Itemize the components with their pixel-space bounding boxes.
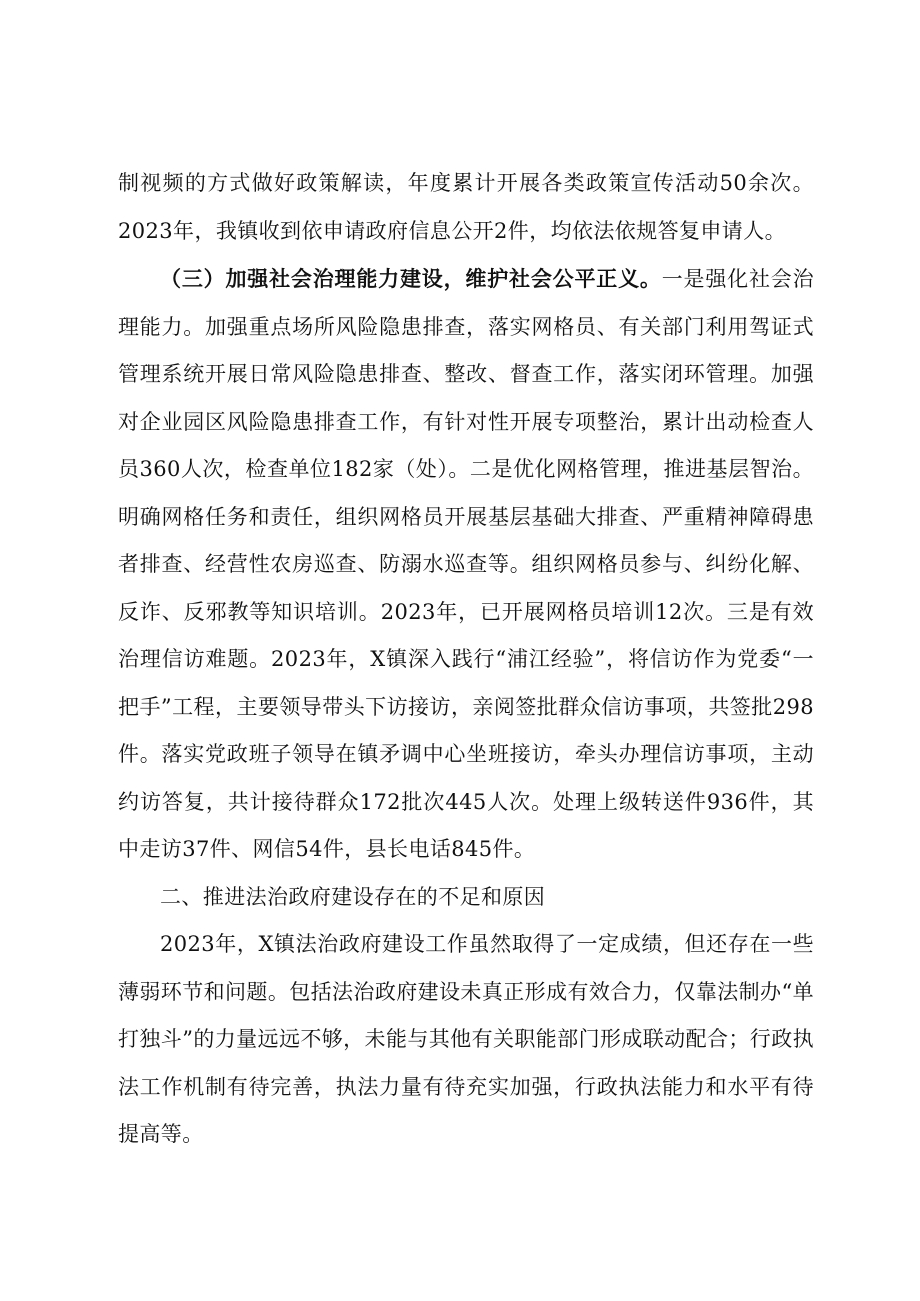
paragraph-text: 制视频的方式做好政策解读，年度累计开展各类政策宣传活动50余次。2023年，我镇收到依申请政府信息公开2件，均依法依规答复申请人。 [118, 171, 814, 243]
paragraph-lead-heading: （三）加强社会治理能力建设，维护社会公平正义。 [160, 266, 662, 291]
paragraph-text: 一是强化社会治理能力。加强重点场所风险隐患排查，落实网格员、有关部门利用驾证式管理系统开展日常风险隐患排查、整改、督查工作，落实闭环管理。加强对企业园区风险隐患排查工作，有针对性开展专项整治，累计出动检查人员360人次，检查单位182家（处）。二是优化网格管理，推进基层智治。明确网格任务和责任，组织网格员开展基层基础大排查、严重精神障碍患者排查、经营性农房巡查、防溺水巡查等。组织网格员参与、纠纷化解、反诈、反邪教等知识培训。2023年，已开展网格员培训12次。三是有效治理信访难题。2023年，X镇深入践行“浦江经验”，将信访作为党委“一把手”工程，主要领导带头下访接访，亲阅签批群众信访事项，共签批298件。落实党政班子领导在镇矛调中心坐班接访，牵头办理信访事项，主动约访答复，共计接待群众172批次445人次。处理上级转送件936件，其中走访37件、网信54件，县长电话845件。 [118, 267, 814, 861]
document-body [118, 160, 814, 1159]
paragraph-policy-publicity [118, 160, 814, 255]
paragraph-social-governance [118, 255, 814, 874]
paragraph-shortcomings [118, 921, 814, 1159]
paragraph-text: 2023年，X镇法治政府建设工作虽然取得了一定成绩，但还存在一些薄弱环节和问题。包括法治政府建设未真正形成有效合力，仅靠法制办“单打独斗”的力量远远不够，未能与其他有关职能部门形成联动配合；行政执法工作机制有待完善，执法力量有待充实加强，行政执法能力和水平有待提高等。 [118, 932, 814, 1146]
section-heading: 二、推进法治政府建设存在的不足和原因 [160, 884, 546, 909]
